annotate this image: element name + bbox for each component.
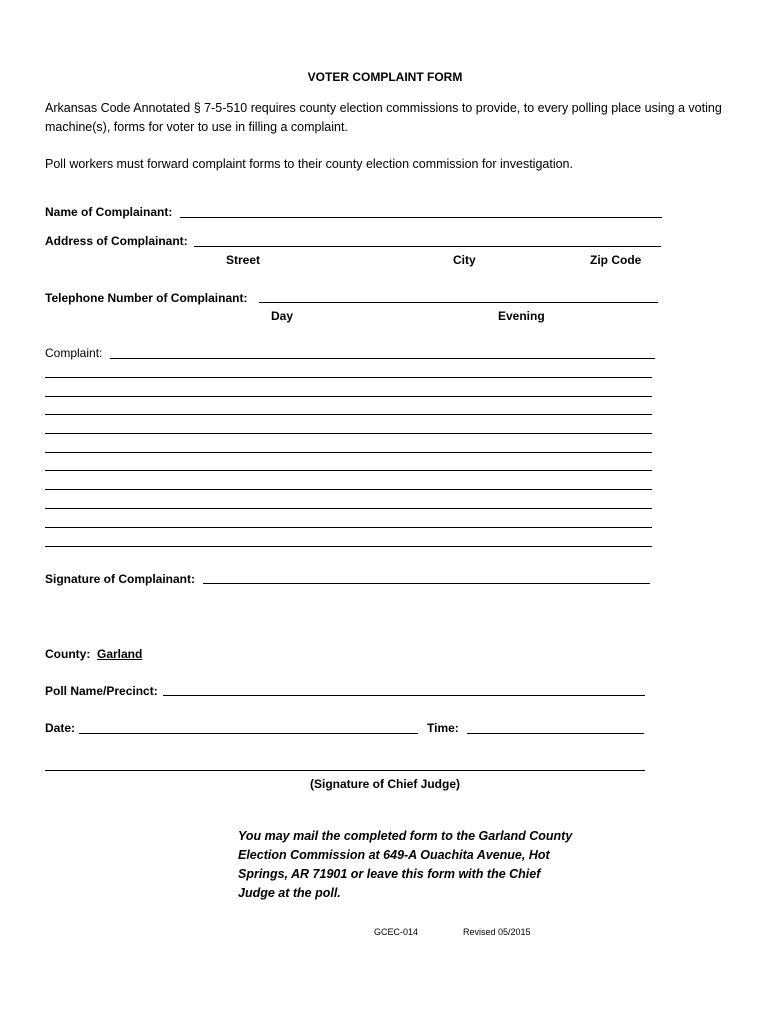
complaint-line-4[interactable] [45, 414, 652, 415]
mail-note: You may mail the completed form to the Garland County Election Commission at 649-A Ouachita Avenue, Hot Springs, AR 71901 or leave this form with the Chief Judge at the poll. [238, 829, 573, 900]
complaint-label: Complaint: [45, 346, 103, 360]
revision-date: Revised 05/2015 [463, 927, 531, 937]
complaint-line-11[interactable] [45, 546, 652, 547]
complaint-line-1[interactable] [110, 358, 655, 359]
precinct-field[interactable] [163, 695, 645, 696]
address-zip-caption: Zip Code [590, 253, 642, 267]
form-code: GCEC-014 [374, 927, 419, 937]
chief-judge-signature-field[interactable] [45, 770, 645, 771]
address-field[interactable] [194, 246, 661, 247]
complaint-line-2[interactable] [45, 377, 652, 378]
address-city-caption: City [453, 253, 476, 267]
phone-label: Telephone Number of Complainant: [45, 291, 248, 305]
complaint-line-9[interactable] [45, 508, 652, 509]
chief-judge-caption: (Signature of Chief Judge) [310, 777, 460, 791]
date-field[interactable] [79, 733, 418, 734]
name-label: Name of Complainant: [45, 205, 173, 219]
signature-label: Signature of Complainant: [45, 572, 195, 586]
name-field[interactable] [180, 217, 662, 218]
precinct-label: Poll Name/Precinct: [45, 684, 158, 698]
complaint-line-7[interactable] [45, 470, 652, 471]
county-value: Garland [97, 647, 143, 661]
complaint-line-8[interactable] [45, 489, 652, 490]
phone-field[interactable] [259, 302, 658, 303]
time-label: Time: [427, 721, 459, 735]
time-field[interactable] [467, 733, 644, 734]
phone-evening-caption: Evening [498, 309, 545, 323]
signature-field[interactable] [203, 583, 650, 584]
complaint-line-3[interactable] [45, 396, 652, 397]
address-street-caption: Street [226, 253, 261, 267]
phone-day-caption: Day [271, 309, 294, 323]
intro-paragraph: Arkansas Code Annotated § 7-5-510 requires county election commissions to provide, to every polling place using a voting machine(s), forms for voter to use in filling a complaint. [45, 101, 722, 134]
complaint-line-6[interactable] [45, 452, 652, 453]
form-title: VOTER COMPLAINT FORM [307, 70, 463, 84]
county-label: County: [45, 647, 91, 661]
instruction-paragraph: Poll workers must forward complaint forms to their county election commission for investigation. [45, 157, 573, 171]
complaint-line-10[interactable] [45, 527, 652, 528]
date-label: Date: [45, 721, 76, 735]
complaint-line-5[interactable] [45, 433, 652, 434]
address-label: Address of Complainant: [45, 234, 188, 248]
